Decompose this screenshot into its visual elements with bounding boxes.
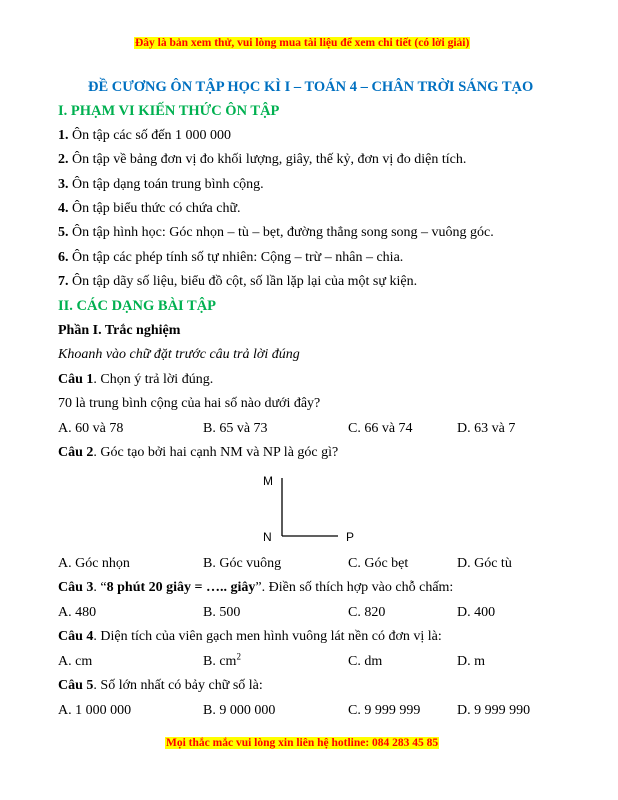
question-2: Câu 2. Góc tạo bởi hai cạnh NM và NP là góc gì? [58, 445, 339, 460]
list-item: 4. Ôn tập biểu thức có chứa chữ. [58, 201, 241, 216]
q2-option-a: A. Góc nhọn [58, 556, 130, 571]
instruction: Khoanh vào chữ đặt trước câu trả lời đúng [58, 347, 300, 362]
question-1-line2: 70 là trung bình cộng của hai số nào dưới đây? [58, 396, 321, 411]
question-5: Câu 5. Số lớn nhất có bảy chữ số là: [58, 678, 263, 693]
q4-option-d: D. m [457, 654, 485, 669]
q5-option-c: C. 9 999 999 [348, 703, 421, 718]
q4-option-b: B. $cm^2$ [203, 651, 241, 669]
q3-option-c: C. 820 [348, 605, 386, 620]
q1-option-d: D. 63 và 7 [457, 421, 516, 436]
header-notice: Đây là bản xem thử, vui lòng mua tài liệu để xem chi tiết (có lời giải) [135, 37, 470, 49]
list-item: 7. Ôn tập dãy số liệu, biểu đồ cột, số lần lặp lại của một sự kiện. [58, 274, 418, 289]
document-title: ĐỀ CƯƠNG ÔN TẬP HỌC KÌ I – TOÁN 4 – CHÂN TRỜI SÁNG TẠO [88, 79, 534, 95]
q3-option-b: B. 500 [203, 605, 241, 620]
section2-heading: II. CÁC DẠNG BÀI TẬP [58, 298, 217, 314]
question-4: Câu 4. Diện tích của viên gạch men hình vuông lát nền có đơn vị là: [58, 629, 442, 644]
list-item: 3. Ôn tập dạng toán trung bình cộng. [58, 177, 264, 192]
angle-figure [255, 470, 365, 546]
footer-notice: Mọi thắc mắc vui lòng xin liên hệ hotline: 084 283 45 85 [166, 737, 439, 749]
q5-option-d: D. 9 999 990 [457, 703, 531, 718]
point-n-label: N [263, 530, 272, 544]
q3-option-a: A. 480 [58, 605, 97, 620]
q1-option-a: A. 60 và 78 [58, 421, 124, 436]
list-item: 2. Ôn tập về bảng đơn vị đo khối lượng, giây, thế kỷ, đơn vị đo diện tích. [58, 152, 467, 167]
question-3: Câu 3. “8 phút 20 giây = ….. giây”. Điền số thích hợp vào chỗ chấm: [58, 580, 454, 595]
q5-option-a: A. 1 000 000 [58, 703, 132, 718]
part-heading: Phần I. Trắc nghiệm [58, 323, 181, 338]
list-item: 1. Ôn tập các số đến 1 000 000 [58, 128, 232, 143]
q2-option-c: C. Góc bẹt [348, 556, 409, 571]
q2-option-b: B. Góc vuông [203, 556, 282, 571]
q5-option-b: B. 9 000 000 [203, 703, 276, 718]
q4-option-c: C. dm [348, 654, 383, 669]
list-item: 6. Ôn tập các phép tính số tự nhiên: Cộng – trừ – nhân – chia. [58, 250, 404, 265]
point-p-label: P [346, 530, 355, 544]
q2-option-d: D. Góc tù [457, 556, 512, 571]
question-1: Câu 1. Chọn ý trả lời đúng. [58, 372, 214, 387]
q1-option-c: C. 66 và 74 [348, 421, 413, 436]
q3-option-d: D. 400 [457, 605, 496, 620]
section1-heading: I. PHẠM VI KIẾN THỨC ÔN TẬP [58, 103, 280, 119]
q1-option-b: B. 65 và 73 [203, 421, 268, 436]
list-item: 5. Ôn tập hình học: Góc nhọn – tù – bẹt, đường thẳng song song – vuông góc. [58, 225, 494, 240]
q4-option-a: A. cm [58, 654, 93, 669]
point-m-label: M [263, 474, 273, 488]
